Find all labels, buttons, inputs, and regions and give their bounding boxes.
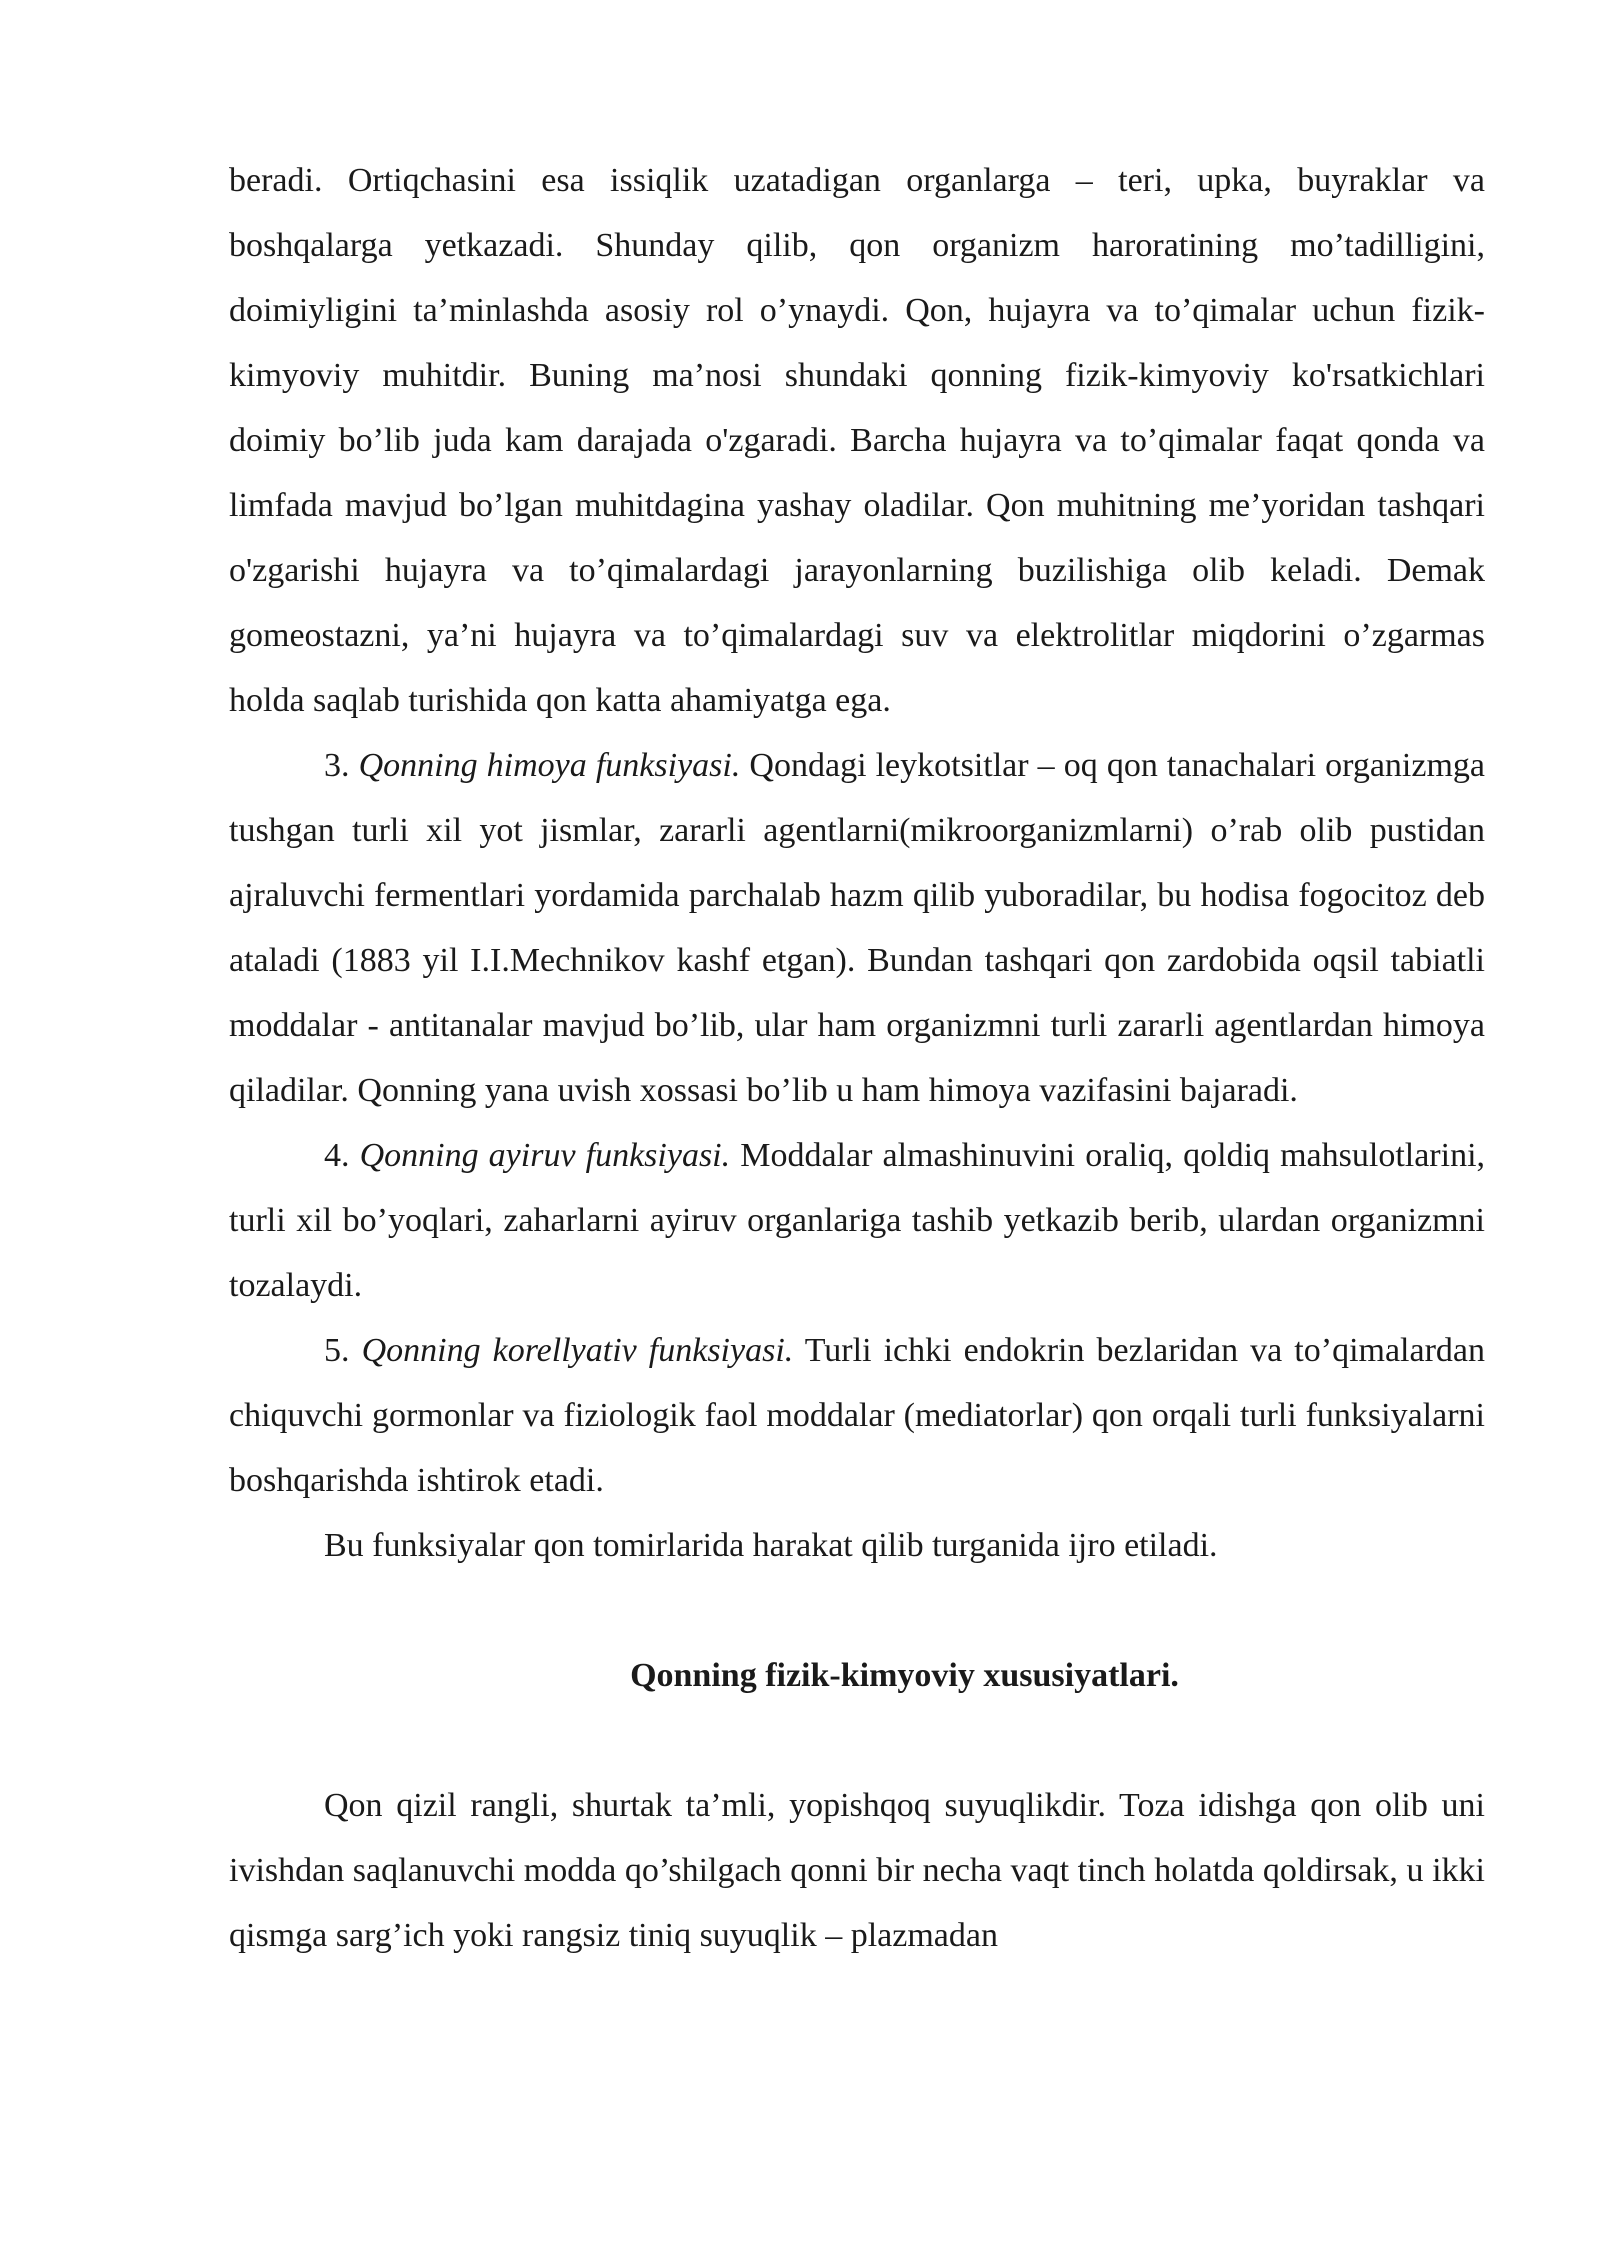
paragraph-summary: Bu funksiyalar qon tomirlarida harakat qilib turganida ijro etiladi. [324, 1527, 1218, 1564]
item-number: 5. [324, 1332, 362, 1369]
paragraph-protective-function [229, 733, 1485, 1123]
paragraph-temperature: beradi. Ortiqchasini esa issiqlik uzatadigan organlarga – teri, upka, buyraklar va boshqalarga yetkazadi. Shunday qilib, qon organizm haroratining mo’tadilligini, doimiyligini ta’minlashda asosiy rol o’ynaydi. Qon, hujayra va to’qimalar uchun fizik-kimyoviy muhitdir. Buning ma’nosi shundaki qonning fizik-kimyoviy ko'rsatkichlari doimiy bo’lib juda kam darajada o'zgaradi. Barcha hujayra va to’qimalar faqat qonda va limfada mavjud bo’lgan muhitdagina yashay oladilar. Qon muhitning me’yoridan tashqari o'zgarishi hujayra va to’qimalardagi jarayonlarning buzilishiga olib keladi. Demak gomeostazni, ya’ni hujayra va to’qimalardagi suv va elektrolitlar miqdorini o’zgarmas holda saqlab turishida qon katta ahamiyatga ega. [229, 162, 1485, 719]
paragraph-excretory-function [229, 1123, 1485, 1318]
paragraph-physical-properties: Qon qizil rangli, shurtak ta’mli, yopishqoq suyuqlikdir. Toza idishga qon olib uni ivishdan saqlanuvchi modda qo’shilgach qonni bir necha vaqt tinch holatda qoldirsak, u ikki qismga sarg’ich yoki rangsiz tiniq suyuqlik – plazmadan [229, 1787, 1485, 1954]
paragraph-correlative-function [229, 1318, 1485, 1513]
item-text: Turli ichki endokrin bezlaridan va to’qimalardan chiquvchi gormonlar va fiziologik faol moddalar (mediatorlar) qon orqali turli funksiyalarni boshqarishda ishtirok etadi. [229, 1332, 1486, 1499]
item-text: Qondagi leykotsitlar – oq qon tanachalari organizmga tushgan turli xil yot jismlar, zararli agentlarni(mikroorganizmlarni) o’rab olib pustidan ajraluvchi fermentlari yordamida parchalab hazm qilib yuboradilar, bu hodisa fogocitoz deb ataladi (1883 yil I.I.Mechnikov kashf etgan). Bundan tashqari qon zardobida oqsil tabiatli moddalar - antitanalar mavjud bo’lib, ular ham organizmni turli zararli agentlardan himoya qiladilar. Qonning yana uvish xossasi bo’lib u ham himoya vazifasini bajaradi. [229, 747, 1486, 1109]
document-page [229, 148, 1485, 1968]
section-heading: Qonning fizik-kimyoviy xususiyatlari. [630, 1657, 1179, 1694]
item-text: Moddalar almashinuvini oraliq, qoldiq mahsulotlarini, turli xil bo’yoqlari, zaharlarni ayiruv organlariga tashib yetkazib berib, ulardan organizmni tozalaydi. [229, 1137, 1486, 1304]
item-title: Qonning ayiruv funksiyasi. [359, 1137, 731, 1174]
item-title: Qonning himoya funksiyasi. [358, 747, 741, 784]
item-title: Qonning korellyativ funksiyasi. [361, 1332, 794, 1369]
item-number: 4. [324, 1137, 360, 1174]
item-number: 3. [324, 747, 359, 784]
